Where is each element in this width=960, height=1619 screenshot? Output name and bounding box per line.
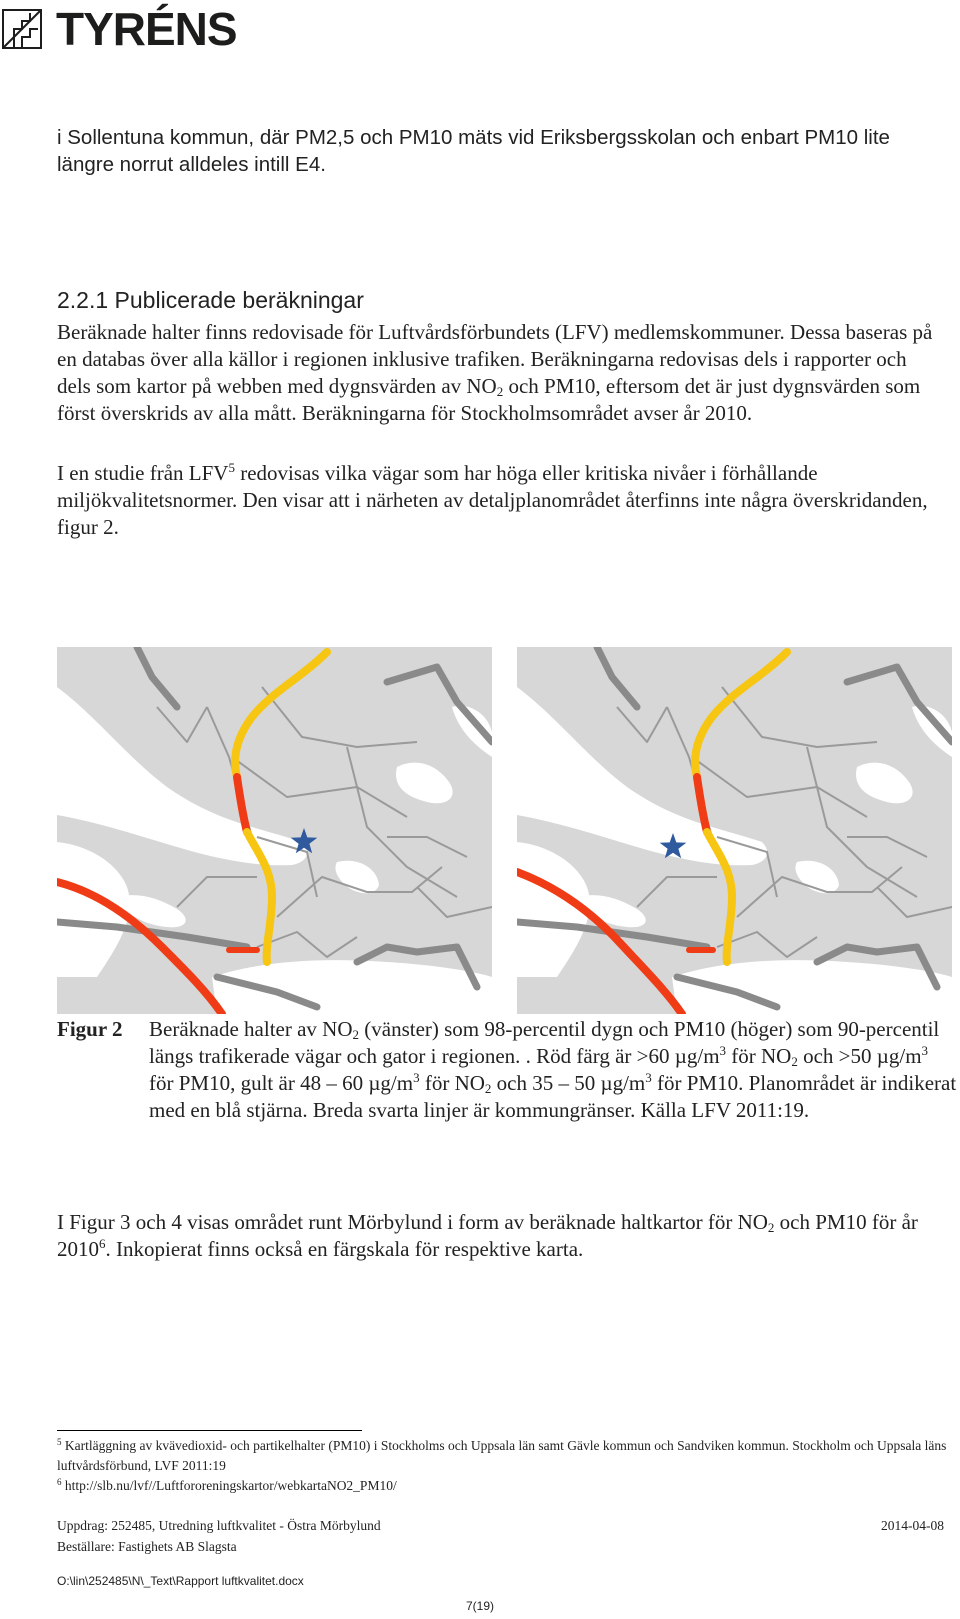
footer-file-path: O:\lin\252485\N\_Text\Rapport luftkvalitet.docx xyxy=(57,1574,304,1588)
footer-date: 2014-04-08 xyxy=(881,1518,944,1533)
footnotes xyxy=(57,1436,957,1496)
map-no2 xyxy=(57,647,492,1014)
figure-caption-text: Beräknade halter av $NO_2$ (vänster) som 98-percentil dygn och PM10 (höger) som 90-percentil längs trafikerade vägar och gator i regionen. . Röd färg är >60 $\mu g/m^3$ för $NO_2$ och >50 $\mu g/m^3$ för PM10, gult är 48 – 60 $\mu g/m^3$ för $NO_2$ och 35 – 50 $\mu g/m^3$ för PM10. Planområdet är indikerat med en blå stjärna. Breda svarta linjer är kommungränser. Källa LFV 2011:19. xyxy=(149,1017,957,1122)
figure-caption xyxy=(57,1016,957,1124)
logo-wordmark: TYRÉNS xyxy=(56,3,237,55)
footnote-ref-5[interactable]: 5 xyxy=(228,460,235,475)
page-number: 7(19) xyxy=(465,1599,494,1613)
company-logo xyxy=(2,3,237,55)
footnote-6[interactable]: $^6$ http://slb.nu/lvf//Luftfororeningskartor/webkartaNO2_PM10/ xyxy=(57,1477,397,1493)
footnote-5: $^5$ Kartläggning av kvävedioxid- och partikelhalter (PM10) i Stockholms och Uppsala län samt Gävle kommun och Sandviken kommun. Stockholm och Uppsala läns luftvårdsförbund, LVF 2011:19 xyxy=(57,1437,947,1473)
map-pm10 xyxy=(517,647,952,1014)
footnote-separator xyxy=(57,1430,362,1431)
paragraph-lfv-study: I en studie från LFV$^5$ redovisas vilka vägar som har höga eller kritiska nivåer i förhållande miljökvalitetsnormer. Den visar att i närheten av detaljplanområdet återfinns inte några överskridanden, figur 2. xyxy=(57,460,928,539)
figure-label: Figur 2 xyxy=(57,1017,123,1041)
section-heading: 2.2.1 Publicerade beräkningar xyxy=(57,287,364,313)
intro-paragraph: i Sollentuna kommun, där PM2,5 och PM10 mäts vid Eriksbergsskolan och enbart PM10 lite längre norrut alldeles intill E4. xyxy=(57,126,890,176)
paragraph-figures-3-4: I Figur 3 och 4 visas området runt Mörbylund i form av beräknade haltkartor för $NO_2$ och PM10 för år 2010$^6$. Inkopierat finns också en färgskala för respektive karta. xyxy=(57,1210,918,1261)
footnote-ref-6[interactable]: 6 xyxy=(99,1236,106,1251)
footer-client: Beställare: Fastighets AB Slagsta xyxy=(57,1539,237,1554)
footer-assignment: Uppdrag: 252485, Utredning luftkvalitet - Östra Mörbylund xyxy=(57,1518,381,1533)
paragraph-calculations: Beräknade halter finns redovisade för Luftvårdsförbundets (LFV) medlemskommuner. Dessa baseras på en databas över alla källor i regionen inklusive trafiken. Beräkningarna redovisas dels i rapporter och dels som kartor på webben med dygnsvärden av $NO_2$ och PM10, eftersom det är just dygnsvärden som först överskrids av alla mått. Beräkningarna för Stockholmsområdet avser år 2010. xyxy=(57,320,933,425)
tyrens-logo-icon xyxy=(2,9,42,49)
